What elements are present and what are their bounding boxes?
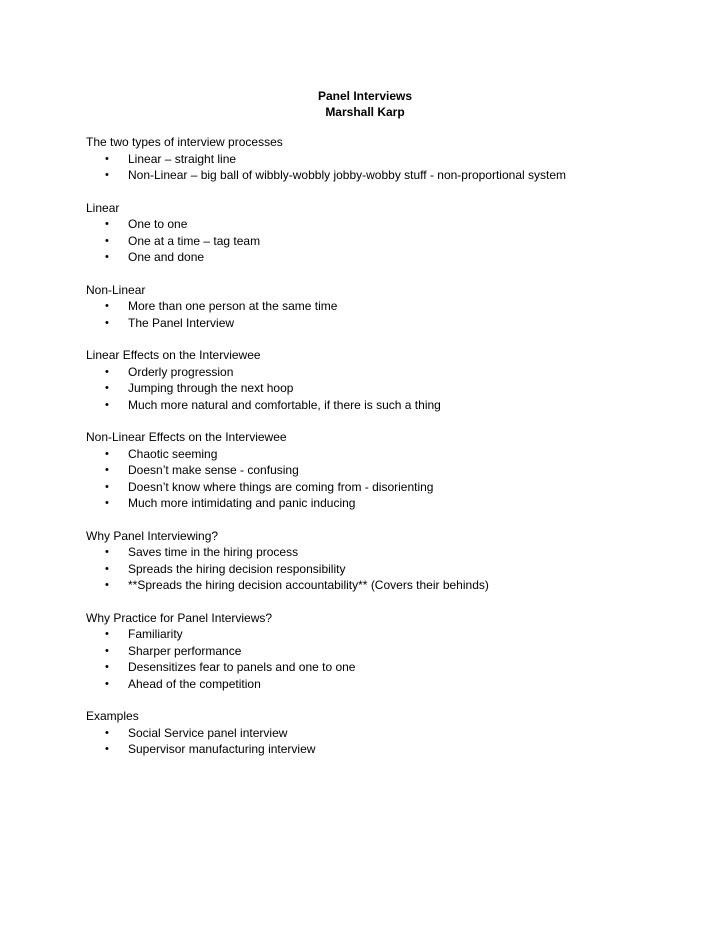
list-item <box>86 561 706 578</box>
bullet-list <box>86 626 706 692</box>
list-item-text: The Panel Interview <box>128 315 235 330</box>
bullet-icon: • <box>105 218 109 230</box>
section <box>86 347 706 413</box>
bullet-icon: • <box>105 169 109 181</box>
section <box>86 708 706 758</box>
list-item-text: More than one person at the same time <box>128 299 338 313</box>
list-item <box>86 364 706 381</box>
bullet-icon: • <box>105 447 109 460</box>
section-heading: Non-Linear <box>86 282 146 297</box>
document-title: Panel Interviews <box>317 89 413 103</box>
list-item <box>86 626 706 643</box>
list-item <box>86 446 706 463</box>
bullet-icon: • <box>105 726 109 739</box>
list-item-text: One and done <box>128 250 205 264</box>
bullet-icon: • <box>105 382 109 394</box>
list-item-text: Sharper performance <box>128 643 242 658</box>
bullet-icon: • <box>105 546 109 558</box>
bullet-list <box>86 725 706 758</box>
list-item <box>86 544 706 561</box>
section <box>86 429 706 512</box>
bullet-icon: • <box>105 316 109 329</box>
list-item <box>86 659 706 676</box>
bullet-list <box>86 298 706 331</box>
section-heading: Why Practice for Panel Interviews? <box>86 610 273 625</box>
list-item <box>86 151 706 168</box>
document-header <box>0 88 728 120</box>
section-heading: Non-Linear Effects on the Interviewee <box>86 430 287 444</box>
bullet-icon: • <box>105 398 109 411</box>
list-item <box>86 577 706 594</box>
list-item-text: Saves time in the hiring process <box>128 545 299 559</box>
section-heading: Why Panel Interviewing? <box>86 528 219 543</box>
bullet-list <box>86 151 706 184</box>
list-item-text: Spreads the hiring decision responsibility <box>128 561 346 576</box>
bullet-icon: • <box>105 464 109 476</box>
list-item-text: Linear – straight line <box>128 151 237 166</box>
section-heading: Examples <box>86 709 139 723</box>
bullet-icon: • <box>105 251 109 263</box>
document-author: Marshall Karp <box>325 105 405 119</box>
document-body <box>86 134 706 774</box>
list-item-text: Ahead of the competition <box>128 676 261 691</box>
bullet-icon: • <box>105 234 109 247</box>
list-item-text: Much more intimidating and panic inducing <box>128 496 356 510</box>
list-item-text: Supervisor manufacturing interview <box>128 742 316 756</box>
list-item-text: Non-Linear – big ball of wibbly-wobbly jobby-wobby stuff - non-proportional system <box>128 168 566 182</box>
bullet-icon: • <box>105 628 109 640</box>
bullet-icon: • <box>105 644 109 657</box>
list-item <box>86 676 706 693</box>
list-item-text: Orderly progression <box>128 364 234 379</box>
list-item-text: Chaotic seeming <box>128 446 218 461</box>
list-item <box>86 397 706 414</box>
bullet-icon: • <box>105 152 109 165</box>
list-item <box>86 479 706 496</box>
list-item-text: Desensitizes fear to panels and one to one <box>128 660 356 674</box>
list-item <box>86 167 706 184</box>
list-item-text: Social Service panel interview <box>128 725 288 740</box>
bullet-icon: • <box>105 300 109 312</box>
list-item <box>86 298 706 315</box>
section <box>86 134 706 184</box>
list-item-text: Doesn’t make sense - confusing <box>128 463 299 477</box>
bullet-icon: • <box>105 365 109 378</box>
bullet-icon: • <box>105 562 109 575</box>
section-heading: Linear Effects on the Interviewee <box>86 348 261 362</box>
section <box>86 610 706 693</box>
list-item <box>86 216 706 233</box>
bullet-icon: • <box>105 661 109 673</box>
bullet-list <box>86 544 706 594</box>
list-item-text: One at a time – tag team <box>128 233 261 248</box>
list-item <box>86 462 706 479</box>
bullet-icon: • <box>105 497 109 509</box>
list-item-text: Familiarity <box>128 627 183 641</box>
list-item <box>86 495 706 512</box>
list-item-text: One to one <box>128 217 188 231</box>
list-item <box>86 380 706 397</box>
section-heading: The two types of interview processes <box>86 135 283 149</box>
bullet-icon: • <box>105 480 109 493</box>
bullet-list <box>86 216 706 266</box>
section <box>86 528 706 594</box>
list-item <box>86 315 706 332</box>
bullet-icon: • <box>105 677 109 690</box>
list-item <box>86 249 706 266</box>
list-item <box>86 725 706 742</box>
list-item <box>86 643 706 660</box>
list-item <box>86 741 706 758</box>
list-item-text: Jumping through the next hoop <box>128 381 294 395</box>
bullet-icon: • <box>105 579 109 591</box>
list-item-text: Doesn’t know where things are coming from - disorienting <box>128 479 434 494</box>
list-item <box>86 233 706 250</box>
section <box>86 282 706 332</box>
list-item-text: Much more natural and comfortable, if there is such a thing <box>128 397 441 412</box>
list-item-text: **Spreads the hiring decision accountability** (Covers their behinds) <box>128 578 489 592</box>
section-heading: Linear <box>86 200 120 215</box>
bullet-list <box>86 364 706 414</box>
section <box>86 200 706 266</box>
bullet-list <box>86 446 706 512</box>
bullet-icon: • <box>105 743 109 755</box>
